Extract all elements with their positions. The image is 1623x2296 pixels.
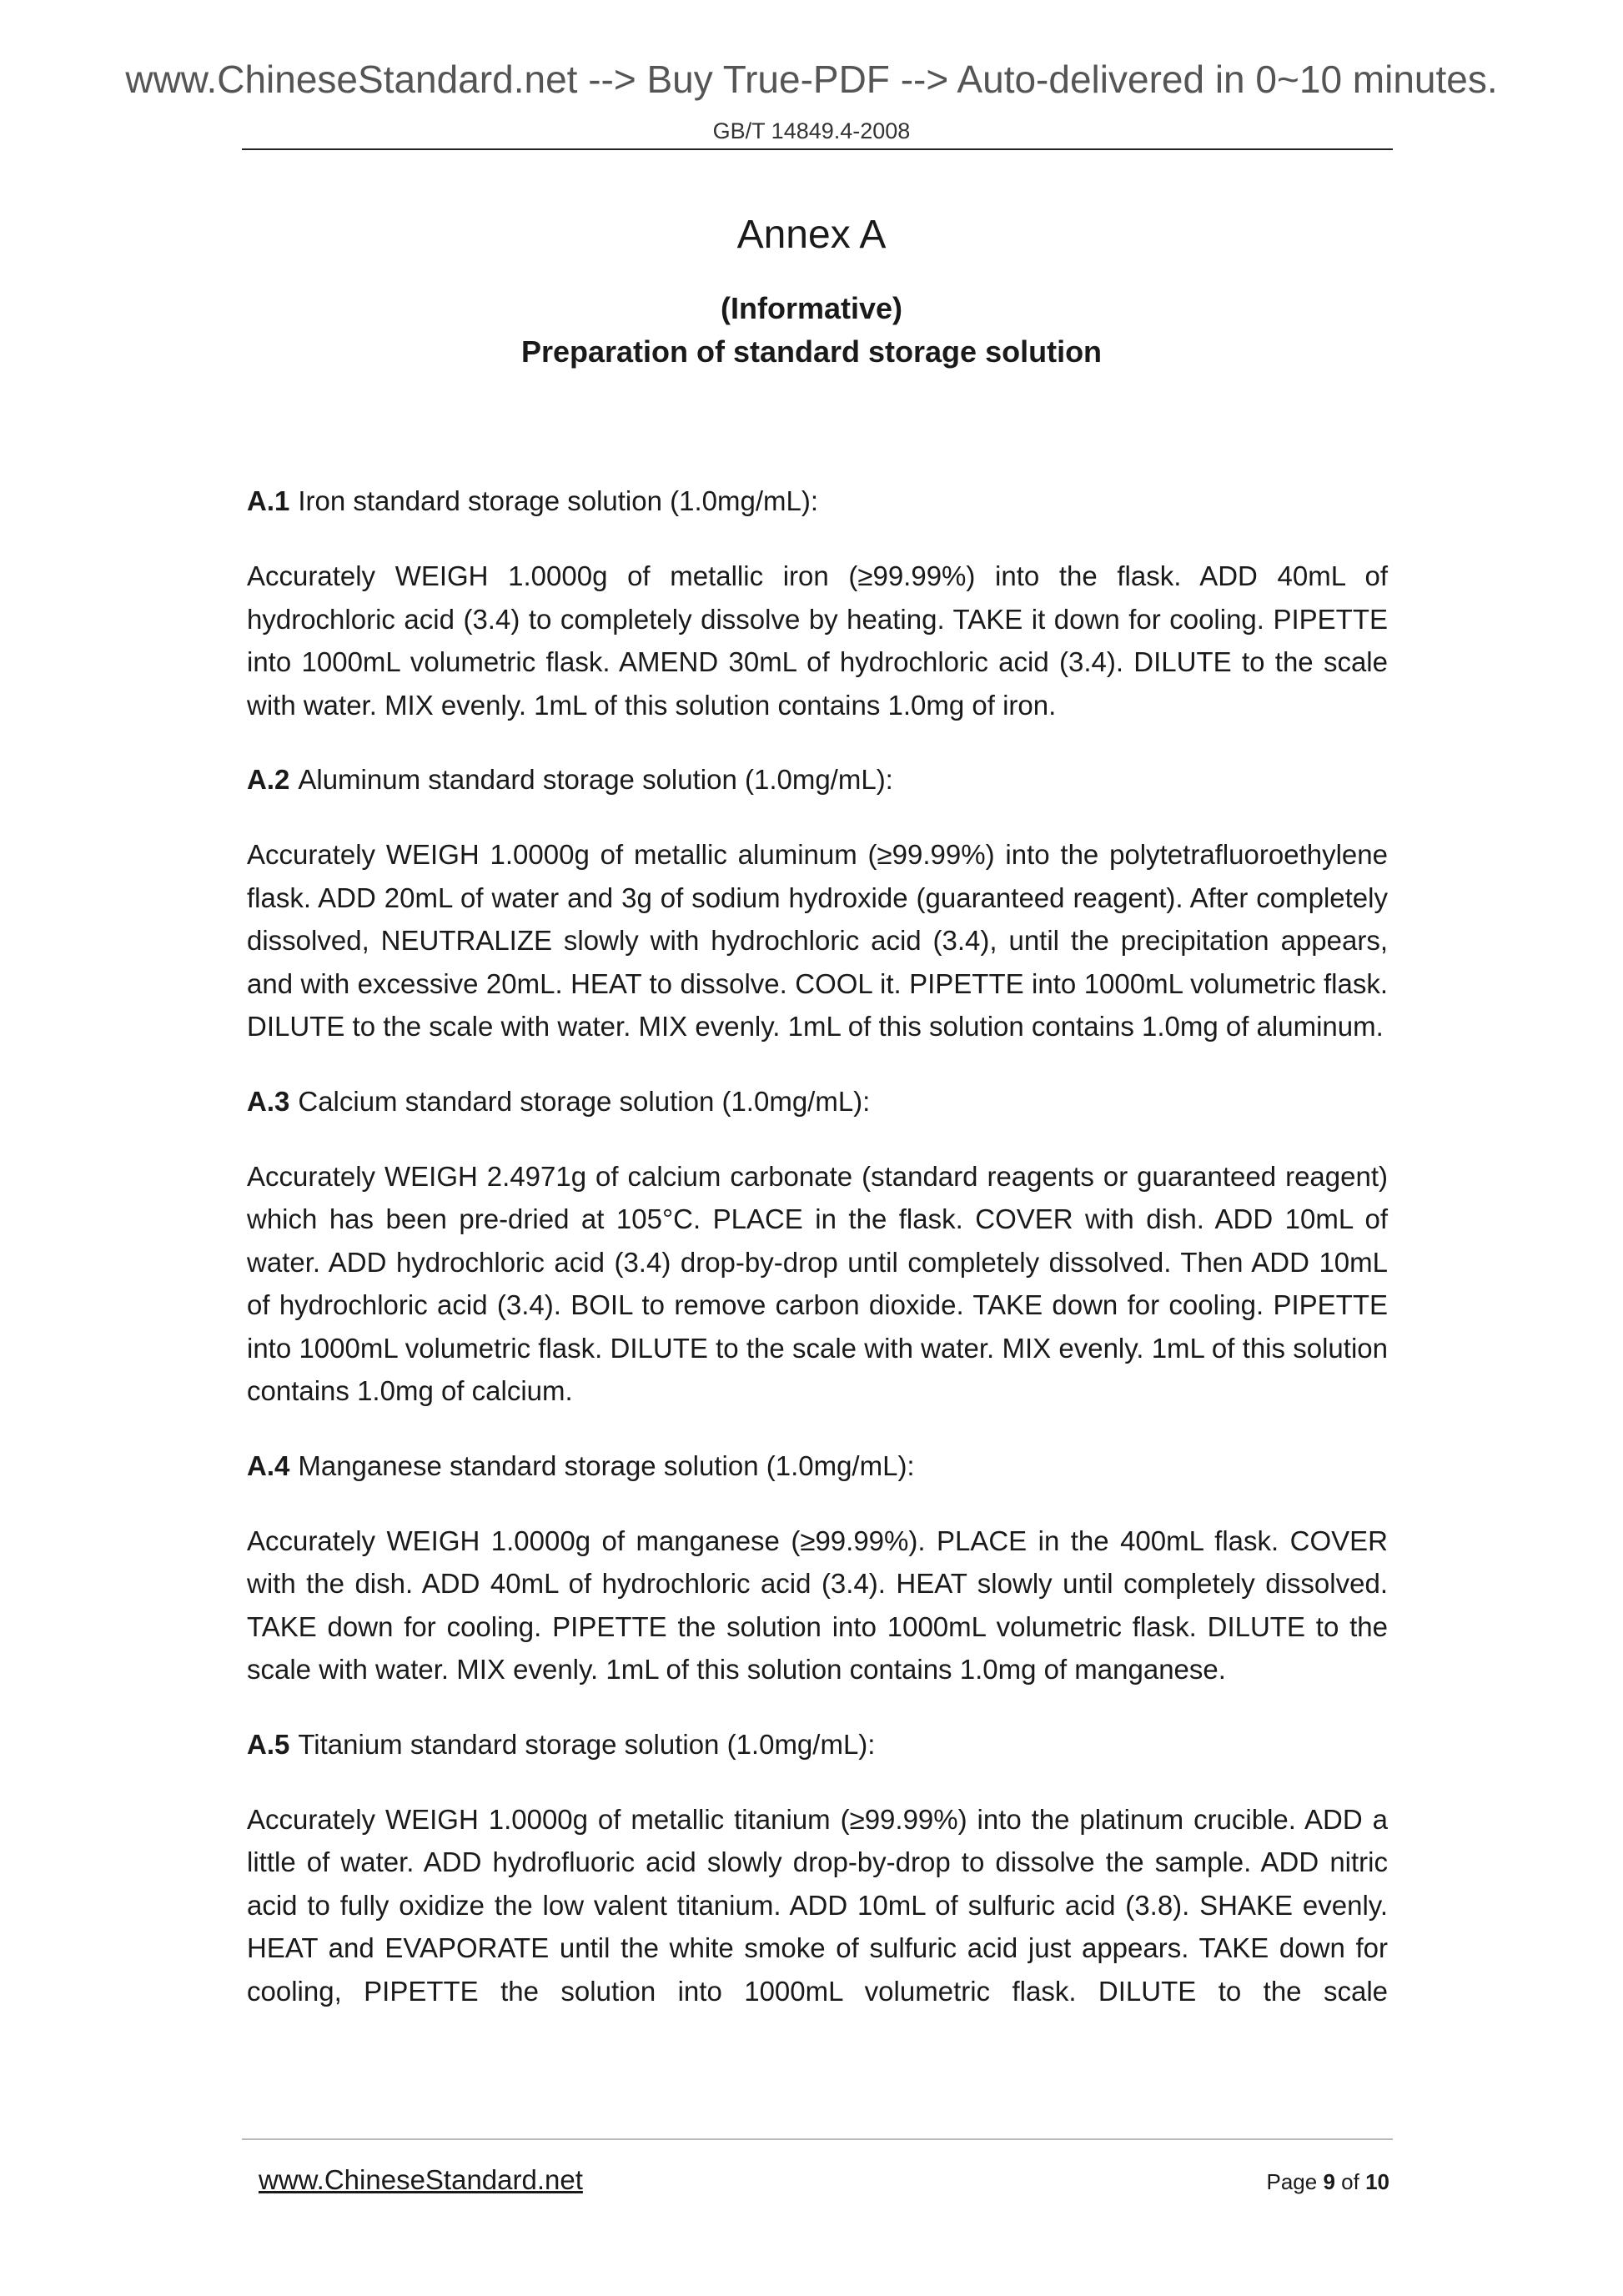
section-heading-text: Aluminum standard storage solution (1.0mg/mL): <box>298 764 893 795</box>
page-total: 10 <box>1365 2169 1389 2194</box>
standard-code: GB/T 14849.4-2008 <box>712 118 911 143</box>
section-a4 <box>247 1444 1388 1691</box>
section-heading <box>247 1444 1388 1488</box>
section-a2 <box>247 758 1388 1048</box>
section-a3 <box>247 1080 1388 1413</box>
page-indicator <box>1266 2171 1389 2193</box>
section-number: A.4 <box>247 1449 290 1481</box>
section-a5 <box>247 1723 1388 2013</box>
section-heading <box>247 480 1388 523</box>
section-body: Accurately WEIGH 1.0000g of metallic titanium (≥99.99%) into the platinum crucible. ADD a little of water. ADD hydrofluoric acid slowly drop-by-drop to dissolve the sample. ADD nitric acid to fully oxidize the low valent titanium. ADD 10mL of sulfuric acid (3.8). SHAKE evenly. HEAT and EVAPORATE until the white smoke of sulfuric acid just appears. TAKE down for cooling, PIPETTE the solution into 1000mL volumetric flask. DILUTE to the scale <box>247 1803 1388 2007</box>
page-current: 9 <box>1323 2169 1335 2194</box>
section-body: Accurately WEIGH 1.0000g of manganese (≥99.99%). PLACE in the 400mL flask. COVER with the dish. ADD 40mL of hydrochloric acid (3.4). HEAT slowly until completely dissolved. TAKE down for cooling. PIPETTE the solution into 1000mL volumetric flask. DILUTE to the scale with water. MIX evenly. 1mL of this solution contains 1.0mg of manganese. <box>247 1525 1388 1685</box>
annex-subtitle: Preparation of standard storage solution <box>520 334 1103 369</box>
page-of: of <box>1341 2169 1359 2194</box>
header-divider <box>242 148 1393 150</box>
section-body: Accurately WEIGH 1.0000g of metallic aluminum (≥99.99%) into the polytetrafluoroethylene flask. ADD 20mL of water and 3g of sodium hydroxide (guaranteed reagent). After completely dissolved, NEUTRALIZE slowly with hydrochloric acid (3.4), until the precipitation appears, and with excessive 20mL. HEAT to dissolve. COOL it. PIPETTE into 1000mL volumetric flask. DILUTE to the scale with water. MIX evenly. 1mL of this solution contains 1.0mg of aluminum. <box>247 839 1388 1042</box>
section-body: Accurately WEIGH 2.4971g of calcium carbonate (standard reagents or guaranteed reagent) which has been pre-dried at 105°C. PLACE in the flask. COVER with dish. ADD 10mL of water. ADD hydrochloric acid (3.4) drop-by-drop until completely dissolved. Then ADD 10mL of hydrochloric acid (3.4). BOIL to remove carbon dioxide. TAKE down for cooling. PIPETTE into 1000mL volumetric flask. DILUTE to the scale with water. MIX evenly. 1mL of this solution contains 1.0mg of calcium. <box>247 1160 1388 1406</box>
section-heading-text: Titanium standard storage solution (1.0mg/mL): <box>298 1728 876 1760</box>
section-a1 <box>247 480 1388 726</box>
section-heading-text: Calcium standard storage solution (1.0mg/mL): <box>298 1085 871 1117</box>
section-heading <box>247 1080 1388 1123</box>
section-number: A.1 <box>247 485 290 516</box>
section-body: Accurately WEIGH 1.0000g of metallic iron (≥99.99%) into the flask. ADD 40mL of hydrochloric acid (3.4) to completely dissolve by heating. TAKE it down for cooling. PIPETTE into 1000mL volumetric flask. AMEND 30mL of hydrochloric acid (3.4). DILUTE to the scale with water. MIX evenly. 1mL of this solution contains 1.0mg of iron. <box>247 560 1388 721</box>
footer-divider <box>242 2138 1393 2140</box>
section-number: A.5 <box>247 1728 290 1760</box>
section-number: A.3 <box>247 1085 290 1117</box>
header-banner: www.ChineseStandard.net --> Buy True-PDF --> Auto-delivered in 0~10 minutes. <box>125 58 1498 101</box>
section-heading-text: Iron standard storage solution (1.0mg/mL): <box>298 485 819 516</box>
footer-website-link[interactable]: www.ChineseStandard.net <box>259 2164 583 2195</box>
annex-content <box>247 480 1388 2044</box>
section-heading <box>247 758 1388 801</box>
section-number: A.2 <box>247 764 290 795</box>
page-prefix: Page <box>1266 2169 1318 2194</box>
section-heading <box>247 1723 1388 1766</box>
annex-title: Annex A <box>736 213 887 257</box>
annex-informative: (Informative) <box>720 291 903 325</box>
section-heading-text: Manganese standard storage solution (1.0mg/mL): <box>298 1449 915 1481</box>
